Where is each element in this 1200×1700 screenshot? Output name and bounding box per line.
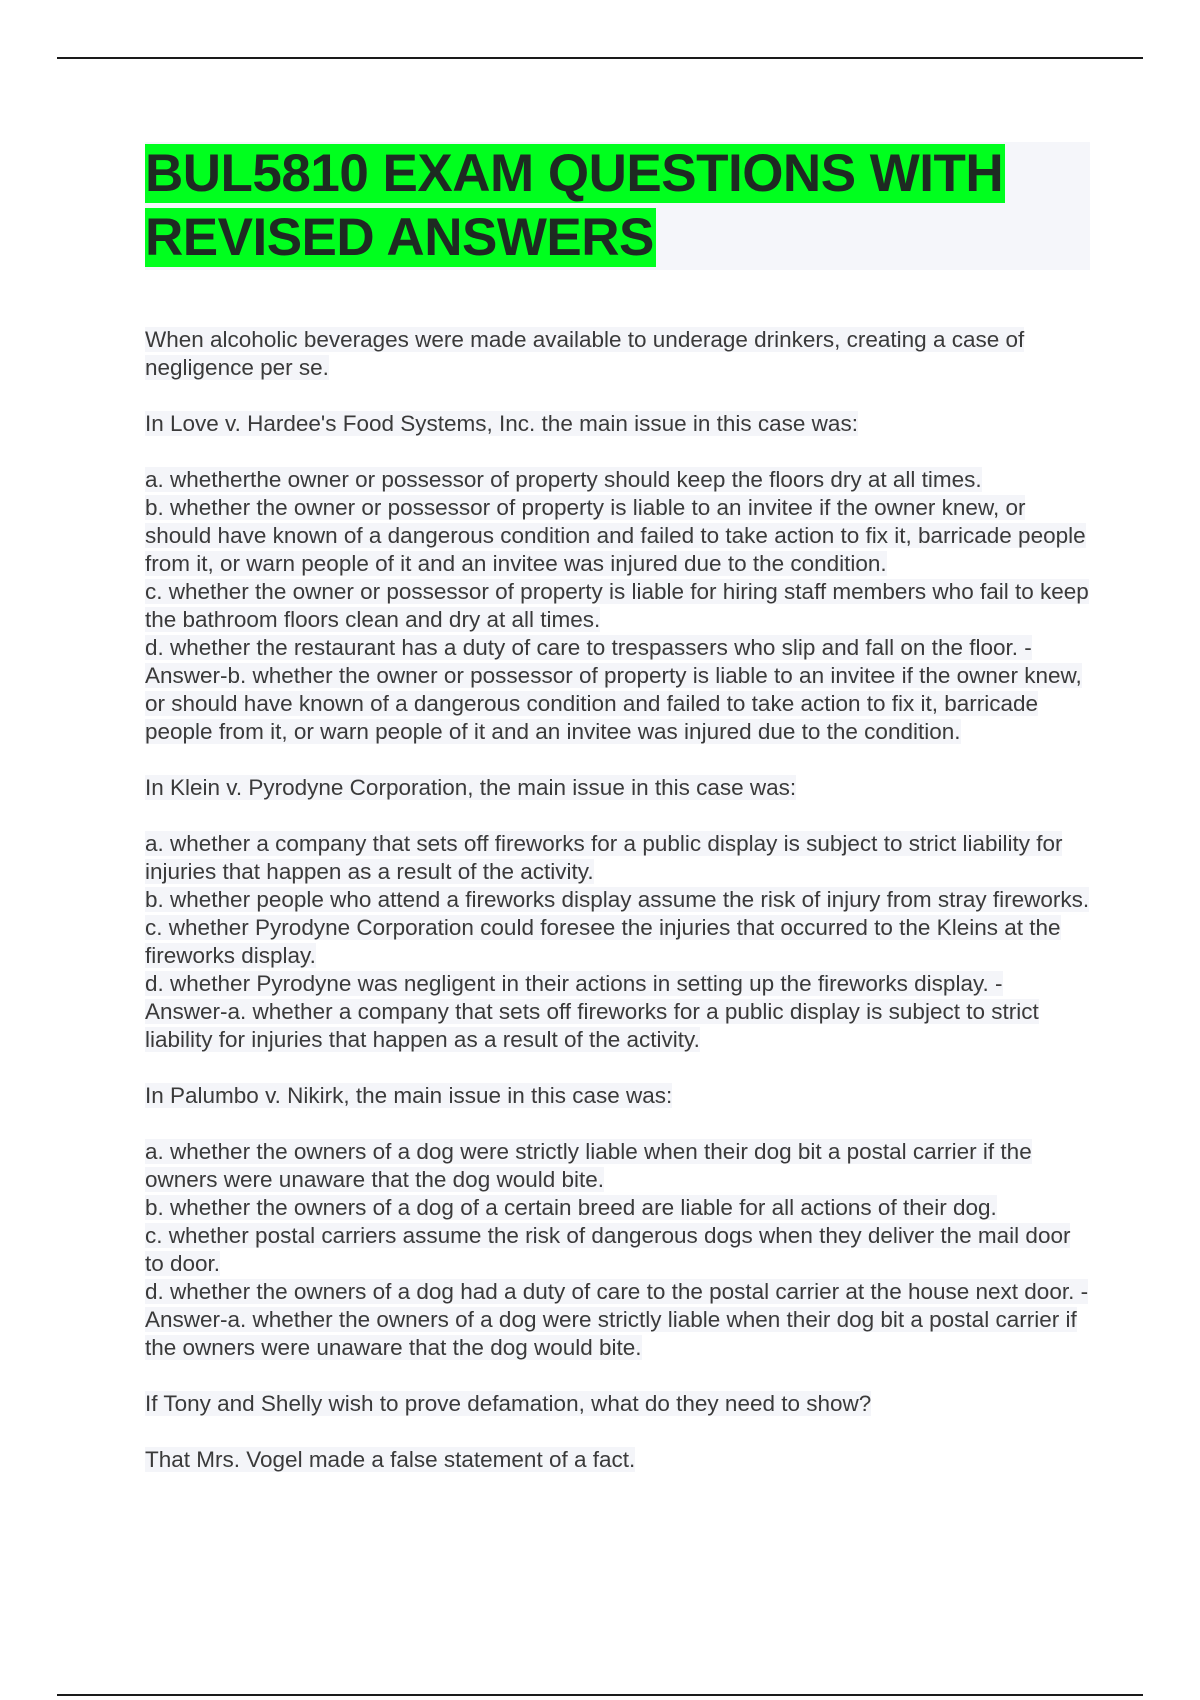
question-love-v-hardees: In Love v. Hardee's Food Systems, Inc. the main issue in this case was: bbox=[145, 411, 858, 436]
question-klein-v-pyrodyne: In Klein v. Pyrodyne Corporation, the main issue in this case was: bbox=[145, 775, 797, 800]
top-rule bbox=[57, 57, 1143, 59]
question-defamation: If Tony and Shelly wish to prove defamation, what do they need to show? bbox=[145, 1391, 872, 1416]
document-title bbox=[145, 142, 1090, 270]
options-love-v-hardees: a. whetherthe owner or possessor of property should keep the floors dry at all times. b. whether the owner or possessor of property is liable to an invitee if the owner knew, or should have known of a dangerous condition and failed to take action to fix it, barricade people from it, or warn people of it and an invitee was injured due to the condition. c. whether the owner or possessor of property is liable for hiring staff members who fail to keep the bathroom floors clean and dry at all times. d. whether the restaurant has a duty of care to trespassers who slip and fall on the floor. - Answer-b. whether the owner or possessor of property is liable to an invitee if the owner knew, or should have known of a dangerous condition and failed to take action to fix it, barricade people from it, or warn people of it and an invitee was injured due to the condition. bbox=[145, 467, 1089, 744]
question-palumbo-v-nikirk: In Palumbo v. Nikirk, the main issue in this case was: bbox=[145, 1083, 673, 1108]
paragraph-negligence-per-se: When alcoholic beverages were made available to underage drinkers, creating a case of negligence per se. bbox=[145, 327, 1025, 380]
answer-defamation: That Mrs. Vogel made a false statement of a fact. bbox=[145, 1447, 636, 1472]
title-block bbox=[145, 142, 1090, 270]
options-klein-v-pyrodyne: a. whether a company that sets off fireworks for a public display is subject to strict liability for injuries that happen as a result of the activity. b. whether people who attend a fireworks display assume the risk of injury from stray fireworks. c. whether Pyrodyne Corporation could foresee the injuries that occurred to the Kleins at the fireworks display. d. whether Pyrodyne was negligent in their actions in setting up the fireworks display. - Answer-a. whether a company that sets off fireworks for a public display is subject to strict liability for injuries that happen as a result of the activity. bbox=[145, 831, 1090, 1052]
title-highlight: BUL5810 EXAM QUESTIONS WITH REVISED ANSWERS bbox=[145, 144, 1004, 267]
bottom-rule bbox=[57, 1694, 1143, 1696]
document-body bbox=[145, 142, 1090, 1502]
options-palumbo-v-nikirk: a. whether the owners of a dog were strictly liable when their dog bit a postal carrier if the owners were unaware that the dog would bite. b. whether the owners of a dog of a certain breed are liable for all actions of their dog. c. whether postal carriers assume the risk of dangerous dogs when they deliver the mail door to door. d. whether the owners of a dog had a duty of care to the postal carrier at the house next door. - Answer-a. whether the owners of a dog were strictly liable when their dog bit a postal carrier if the owners were unaware that the dog would bite. bbox=[145, 1139, 1089, 1360]
